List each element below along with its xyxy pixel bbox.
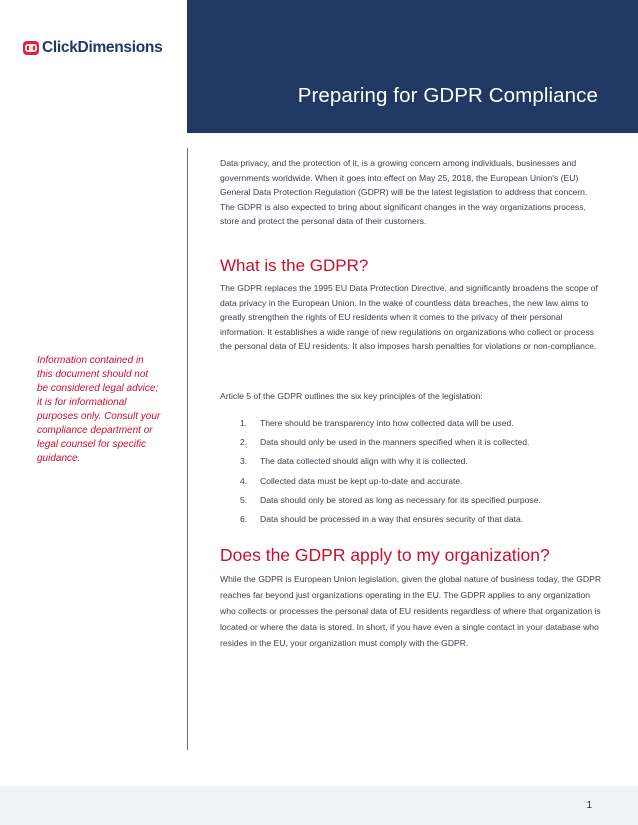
page-header (0, 0, 638, 133)
section-heading-does-gdpr-apply: Does the GDPR apply to my organization? (220, 545, 550, 565)
list-item-number: 6. (240, 513, 248, 524)
list-item-text: Data should be processed in a way that ensures security of that data. (260, 513, 524, 524)
sidebar-divider (187, 148, 188, 750)
principles-list (240, 416, 610, 531)
list-item (240, 474, 610, 493)
intro-paragraph: Data privacy, and the protection of it, is a growing concern among individuals, businesses and governments worldwide. When it goes into effect on May 25, 2018, the European Union's (EU) General Data Protection Regulation (GDPR) will be the latest legislation to address that concern. The GDPR is also expected to bring about significant changes in the way organizations process, store and protect the personal data of their customers. (220, 158, 588, 227)
header-logo-panel (0, 0, 187, 133)
list-item-text: Data should only be used in the manners specified when it is collected. (260, 437, 530, 448)
list-item (240, 512, 610, 531)
list-item-number: 4. (240, 475, 248, 486)
what-is-gdpr-paragraph: The GDPR replaces the 1995 EU Data Protection Directive, and significantly broadens the scope of data privacy in the European Union. In the wake of countless data breaches, the new law aims to greatly strengthen the rights of EU residents when it comes to the privacy of their personal information. It establishes a wide range of new regulations on organizations who collect or process the personal data of EU residents. It also imposes harsh penalties for violations or non-compliance. (220, 283, 598, 352)
page-number: 1 (586, 800, 592, 811)
brand-name: ClickDimensions (42, 39, 163, 56)
list-item (240, 416, 610, 435)
list-item (240, 435, 610, 454)
section-heading-what-is-gdpr: What is the GDPR? (220, 256, 369, 275)
list-item-text: Data should only be stored as long as necessary for its specified purpose. (260, 494, 541, 505)
list-item (240, 493, 610, 512)
does-gdpr-apply-paragraph: While the GDPR is European Union legislation, given the global nature of business today, the GDPR reaches far beyond just organizations operating in the EU. The GDPR applies to any organization who collects or processes the personal data of EU residents regardless of where that organization is located or where the data is stored. In short, if you have even a single contact in your database who resides in the EU, your organization must comply with the GDPR. (220, 574, 602, 648)
list-item-text: The data collected should align with why it is collected. (260, 456, 468, 467)
list-item-text: There should be transparency into how collected data will be used. (260, 418, 514, 428)
list-item-text: Collected data must be kept up-to-date and accurate. (260, 475, 463, 486)
brand-logo (23, 39, 162, 57)
list-item-number: 2. (240, 437, 248, 448)
page-footer (0, 786, 638, 825)
article-5-paragraph: Article 5 of the GDPR outlines the six key principles of the legislation: (220, 391, 483, 401)
header-title-panel (187, 0, 638, 133)
legal-disclaimer: Information contained in this document should not be considered legal advice; it is for informational purposes only. Consult your compliance department or legal counsel for specific guidance. (37, 355, 161, 464)
list-item-number: 1. (240, 418, 248, 428)
list-item-number: 3. (240, 456, 248, 467)
list-item (240, 454, 610, 473)
list-item-number: 5. (240, 494, 248, 505)
clickdimensions-logo-icon (23, 40, 39, 56)
document-title: Preparing for GDPR Compliance (297, 84, 598, 107)
